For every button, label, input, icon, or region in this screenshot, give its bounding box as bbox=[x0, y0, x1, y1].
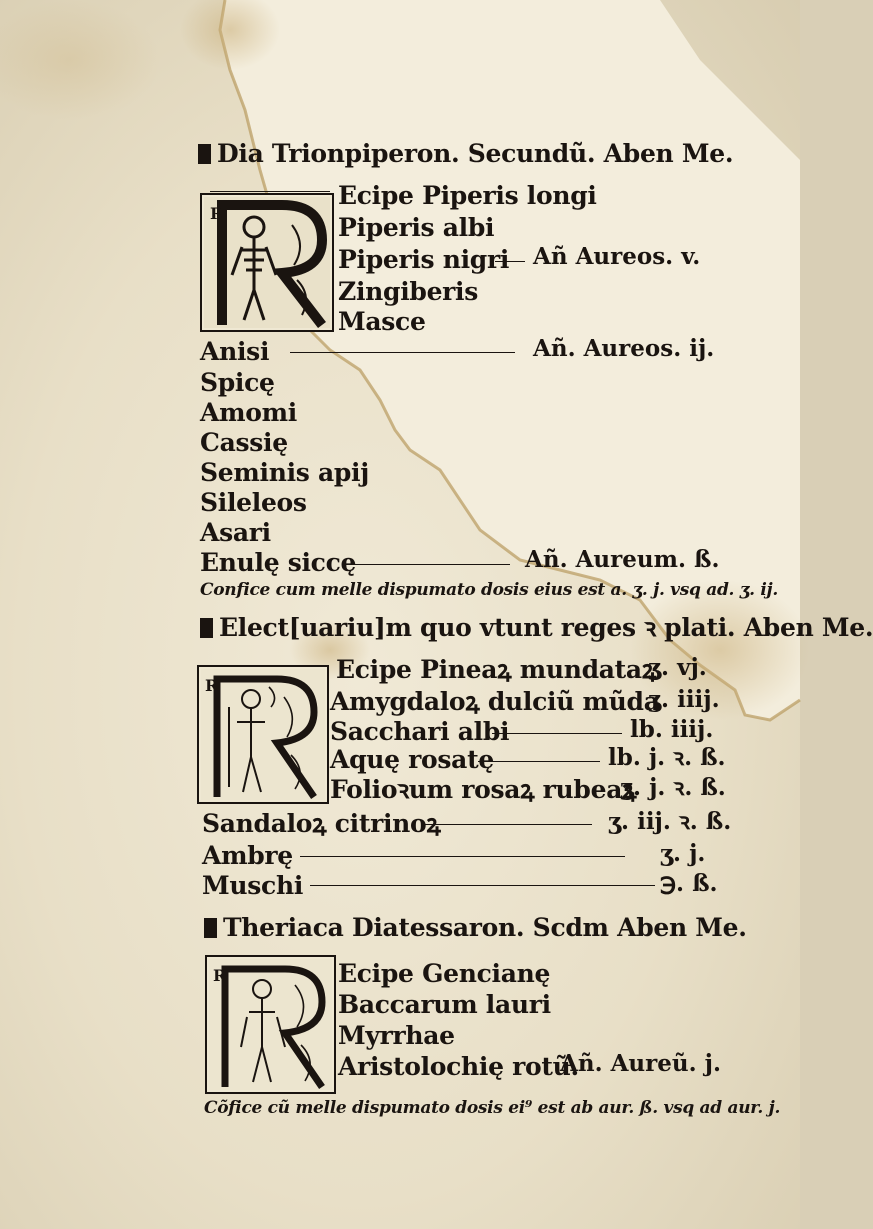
ingredient: Amomi bbox=[200, 398, 297, 427]
ingredient: Baccarum lauri bbox=[338, 990, 551, 1019]
woodcut-initial-figure bbox=[197, 665, 329, 804]
ingredient: Anisi bbox=[200, 337, 270, 366]
recipe-line: Ecipe Gencianę bbox=[338, 959, 551, 988]
rule bbox=[478, 761, 600, 762]
rule bbox=[422, 824, 592, 825]
ingredient: Spicę bbox=[200, 368, 275, 397]
ingredient: Zingiberis bbox=[338, 277, 479, 306]
initial-letter: R bbox=[213, 966, 227, 985]
ingredient: Seminis apij bbox=[200, 458, 369, 487]
pilcrow-icon bbox=[204, 918, 217, 938]
ingredient: Sandaloꝝ citrinoꝝ bbox=[202, 809, 441, 838]
woodcut-initial-figure bbox=[205, 955, 336, 1094]
amount: Añ. Aureos. ij. bbox=[533, 335, 715, 362]
rule bbox=[495, 261, 525, 262]
amount: ʒ. iij. ꝛ. ß. bbox=[608, 808, 732, 835]
ingredient: Masce bbox=[338, 307, 426, 336]
rule bbox=[310, 885, 655, 886]
amount: ʒ. j. ꝛ. ß. bbox=[620, 774, 726, 801]
pilcrow-icon bbox=[200, 618, 213, 638]
amount: ʒ. vj. bbox=[648, 654, 707, 681]
recipe-note: Confice cum melle dispumato dosis eius est a. ʒ. j. vsq ad. ʒ. ij. bbox=[200, 580, 778, 600]
amount: lb. iiij. bbox=[630, 716, 714, 743]
ingredient: Amygdaloꝝ dulciũ mũda bbox=[330, 687, 660, 716]
amount: ℈. ß. bbox=[660, 870, 718, 897]
ingredient: Myrrhae bbox=[338, 1021, 455, 1050]
amount: lb. j. ꝛ. ß. bbox=[608, 744, 726, 771]
rule bbox=[300, 856, 625, 857]
ingredient: Piperis albi bbox=[338, 213, 495, 242]
rule bbox=[345, 564, 510, 565]
ingredient: Enulę siccę bbox=[200, 548, 357, 577]
recipe-line: Ecipe Pineaꝝ mundataꝝ bbox=[336, 655, 656, 684]
pilcrow-icon bbox=[198, 144, 211, 164]
rule bbox=[290, 352, 515, 353]
recipe-line: Ecipe Piperis longi bbox=[338, 181, 597, 210]
initial-letter: R bbox=[210, 204, 224, 223]
ingredient: Sacchari albi bbox=[330, 717, 510, 746]
section-2-heading: Elect[uariu]m quo vtunt reges ꝛ plati. Aben Me. bbox=[200, 614, 873, 642]
section-1-heading: Dia Trionpiperon. Secundũ. Aben Me. bbox=[198, 140, 733, 168]
recipe-note: Cõfice cũ melle dispumato dosis ei⁹ est ab aur. ß. vsq ad aur. j. bbox=[204, 1098, 781, 1118]
amount: Añ. Aureum. ß. bbox=[525, 546, 720, 573]
woodcut-initial-skeleton bbox=[200, 193, 334, 332]
ingredient: Folioꝛum rosaꝝ rubeaꝝ bbox=[330, 775, 637, 804]
ingredient: Asari bbox=[200, 518, 271, 547]
amount: ʒ. iiij. bbox=[648, 686, 720, 713]
ingredient: Sileleos bbox=[200, 488, 307, 517]
rule bbox=[210, 191, 330, 192]
ingredient: Piperis nigri bbox=[338, 245, 510, 274]
amount: ʒ. j. bbox=[660, 840, 706, 867]
rule bbox=[492, 733, 622, 734]
initial-letter: R bbox=[205, 676, 219, 695]
amount: Añ Aureos. v. bbox=[533, 243, 701, 270]
ingredient: Ambrę bbox=[202, 841, 293, 870]
section-3-heading: Theriaca Diatessaron. Scdm Aben Me. bbox=[204, 914, 747, 942]
ingredient: Aristolochię rotũ. bbox=[338, 1052, 579, 1081]
ingredient: Cassię bbox=[200, 428, 288, 457]
ingredient: Muschi bbox=[202, 871, 304, 900]
amount: Añ. Aureũ. j. bbox=[560, 1050, 721, 1077]
ingredient: Aquę rosatę bbox=[330, 745, 494, 774]
